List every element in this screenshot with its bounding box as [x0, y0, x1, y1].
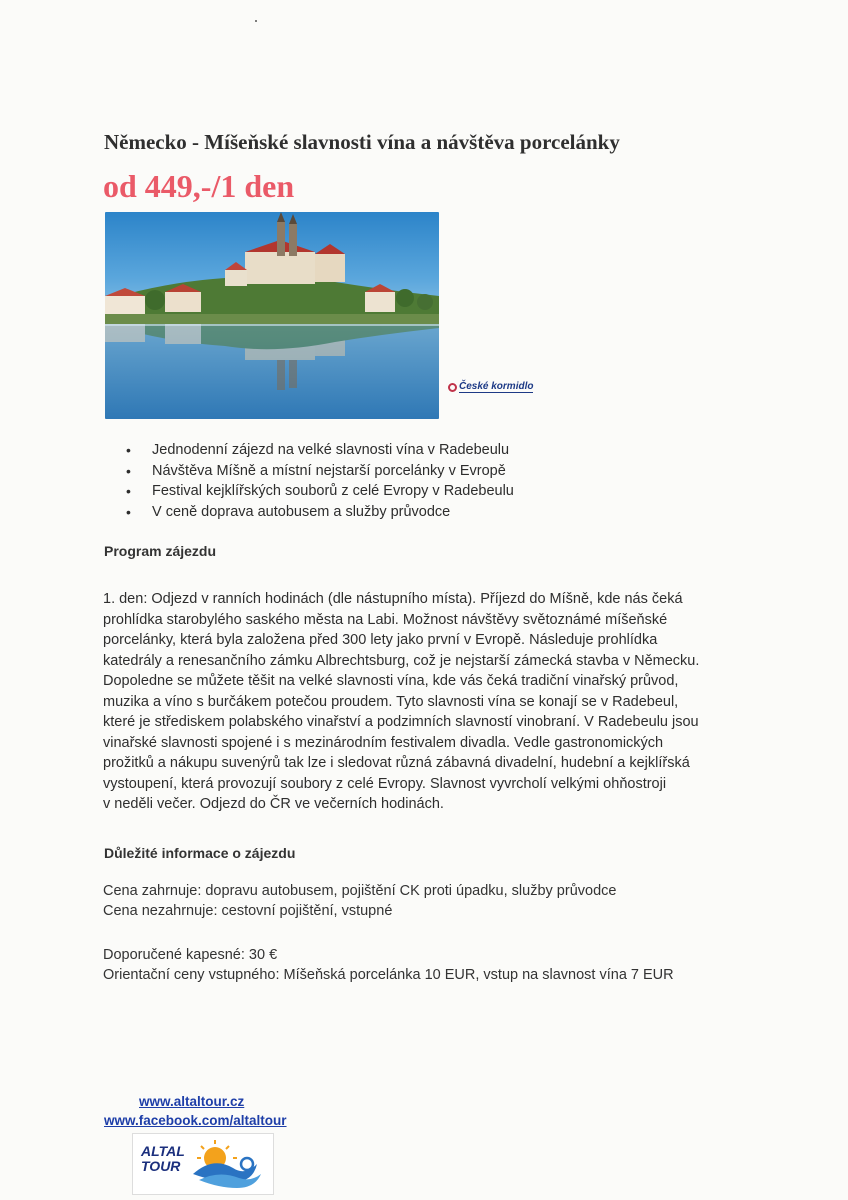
price-heading: od 449,-/1 den: [103, 168, 295, 204]
price-info: [103, 881, 616, 921]
paragraph-line: vinařské slavnosti spojené i s mezinárodním festivalem divadla. Vedle gastronomických: [103, 734, 664, 751]
meissen-castle-photo: [105, 212, 439, 419]
ship-wheel-icon: [448, 383, 457, 392]
paragraph-line: v neděli večer. Odjezd do ČR ve večerních hodinách.: [103, 796, 444, 812]
brand-line-1: ALTAL: [141, 1143, 185, 1159]
brand-line-2: TOUR: [141, 1158, 181, 1174]
admission-prices: Orientační ceny vstupného: Míšeňská porcelánka 10 EUR, vstup na slavnost vína 7 EUR: [103, 967, 674, 983]
facebook-link[interactable]: www.facebook.com/altaltour: [104, 1113, 287, 1128]
list-item: • Návštěva Míšně a místní nejstarší porcelánky v Evropě: [124, 461, 514, 482]
paragraph-line: vystoupení, která provozují soubory z celé Evropy. Slavnost vyvrcholí velkými ohňostroji: [103, 775, 667, 792]
paragraph-line: které je střediskem polabského vinařství a podzimních slavností vinobraní. V Radebeulu jsou: [103, 714, 699, 730]
paragraph-line: muzika a víno s burčákem potečou proudem. Tyto slavnosti vína se konají se v Radebeul,: [103, 693, 679, 710]
ceske-kormidlo-logo: [448, 381, 533, 393]
altal-tour-logo: [132, 1133, 274, 1195]
paragraph-line: Dopoledne se můžete těšit na velké slavnosti vína, kde vás čeká tradiční vinařský průvod,: [103, 673, 679, 689]
paragraph-line: katedrály a renesančního zámku Albrechtsburg, což je nejstarší zámecká stavba v Německu.: [103, 652, 700, 669]
price-excludes: Cena nezahrnuje: cestovní pojištění, vstupné: [103, 903, 393, 919]
contact-links: [104, 1092, 287, 1130]
pocket-money: Doporučené kapesné: 30 €: [103, 947, 278, 963]
brand-wordmark: [141, 1144, 185, 1174]
page-title: Německo - Míšeňské slavnosti vína a návštěva porcelánky: [104, 130, 620, 154]
paragraph-line: porcelánky, která byla založena před 300 lety jako první v Evropě. Následuje prohlídka: [103, 632, 658, 648]
extra-costs: [103, 945, 674, 985]
program-heading: Program zájezdu: [104, 543, 217, 559]
paragraph-line: 1. den: Odjezd v ranních hodinách (dle nástupního místa). Příjezd do Míšně, kde nás čeká: [103, 591, 683, 607]
info-heading: Důležité informace o zájezdu: [104, 845, 296, 861]
partner-logo-text: České kormidlo: [459, 381, 534, 392]
scan-speck: [255, 20, 257, 22]
list-item: • Festival kejklířských souborů z celé Evropy v Radebeulu: [124, 481, 514, 502]
program-paragraph: [103, 589, 743, 815]
paragraph-line: prožitků a nákupu suvenýrů tak lze i sledovat různá zábavná divadelní, hudební a kejklířská: [103, 755, 690, 771]
price-includes: Cena zahrnuje: dopravu autobusem, pojištění CK proti úpadku, služby průvodce: [103, 883, 617, 899]
website-link[interactable]: www.altaltour.cz: [139, 1094, 245, 1109]
list-item: • Jednodenní zájezd na velké slavnosti vína v Radebeulu: [124, 440, 514, 461]
highlights-list: [124, 440, 514, 522]
paragraph-line: prohlídka starobylého saského města na Labi. Možnost návštěvy světoznámé míšeňské: [103, 611, 668, 628]
list-item: • V ceně doprava autobusem a služby průvodce: [124, 502, 514, 523]
